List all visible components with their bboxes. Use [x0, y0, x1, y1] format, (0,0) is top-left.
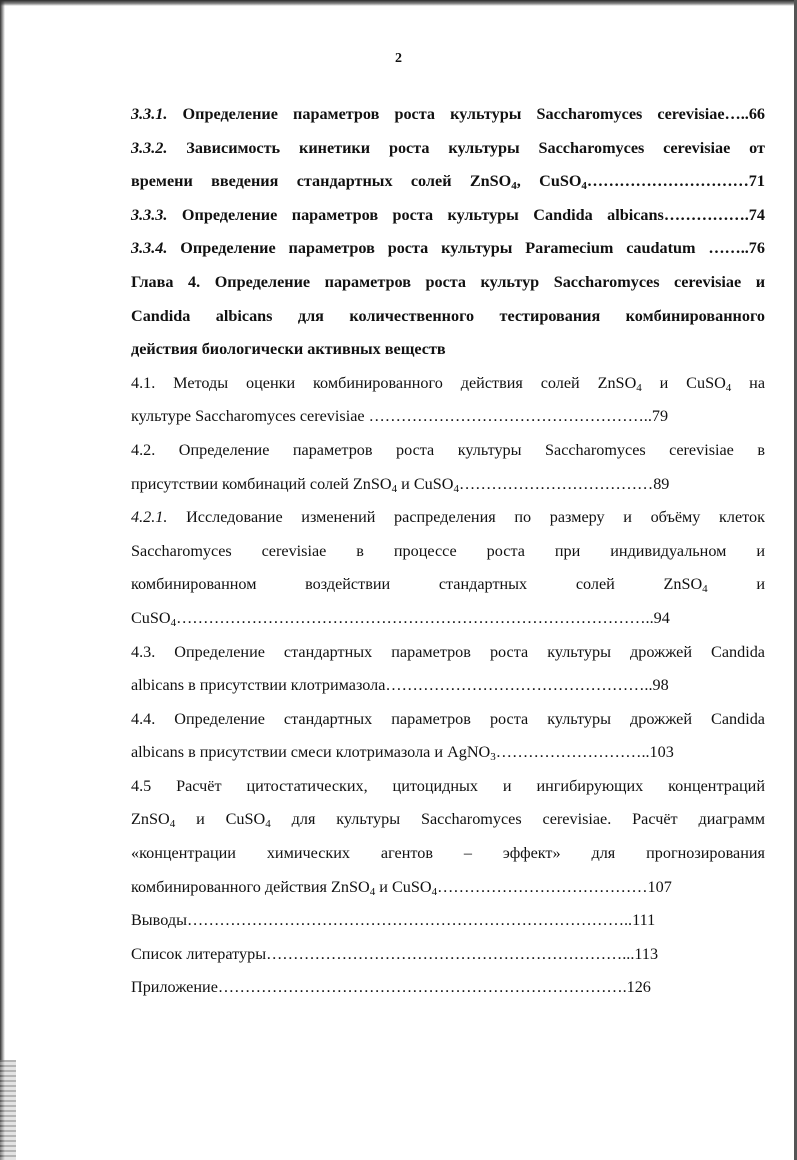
toc-entry-4-3[interactable]: 4.3. Определение стандартных параметров роста культуры дрожжей Candida	[131, 642, 765, 661]
scan-binding-marks	[0, 1060, 16, 1160]
toc-entry-4-4-cont: albicans в присутствии смеси клотримазола и AgNO$_3$………………………..103	[131, 743, 674, 764]
toc-entry-4-5-line-4: комбинированного действия ZnSO$_4$ и CuSO$_4$…………………………………107	[131, 877, 672, 898]
scan-border-left	[0, 0, 5, 1160]
toc-entry-4-1[interactable]: 4.1. Методы оценки комбинированного действия солей ZnSO$_4$ и CuSO$_4$ на	[131, 373, 766, 394]
toc-entry-4-2-1-line-2: Saccharomyces cerevisiae в процессе роста при индивидуальном и	[131, 541, 765, 560]
page-number: 2	[395, 51, 402, 66]
toc-entry-3-3-1[interactable]: 3.3.1. Определение параметров роста культуры Saccharomyces cerevisiae…..66	[131, 105, 766, 123]
toc-entry-4-3-cont: albicans в присутствии клотримазола…………………………………………..98	[131, 676, 669, 695]
toc-chapter-4[interactable]: Глава 4. Определение параметров роста культур Saccharomyces cerevisiae и	[131, 272, 766, 291]
toc-entry-3-3-2-cont[interactable]: времени введения стандартных солей ZnSO$_4$, CuSO$_4$…………………………71	[131, 172, 765, 193]
toc-entry-4-1-cont: культуре Saccharomyces cerevisiae ……………………………………………..79	[131, 407, 669, 426]
table-of-contents	[131, 98, 765, 1005]
toc-entry-4-5-line-2: ZnSO$_4$ и CuSO$_4$ для культуры Saccharomyces cerevisiae. Расчёт диаграмм	[131, 810, 766, 831]
toc-entry-4-2-1-line-3: комбинированном воздействии стандартных солей ZnSO$_4$ и	[131, 575, 765, 596]
toc-chapter-4-line-3: действия биологически активных веществ	[131, 340, 446, 359]
toc-entry-4-5-line-3: «концентрации химических агентов – эффект» для прогнозирования	[131, 844, 765, 863]
toc-entry-3-3-3[interactable]: 3.3.3. Определение параметров роста культуры Candida albicans…………….74	[131, 205, 765, 224]
toc-references[interactable]: Список литературы…………………………………………………………...113	[131, 944, 659, 963]
toc-entry-4-2-cont: присутствии комбинаций солей ZnSO$_4$ и CuSO$_4$………………………………89	[131, 474, 670, 495]
toc-entry-3-3-2[interactable]: 3.3.2. Зависимость кинетики роста культуры Saccharomyces cerevisiae от	[131, 138, 766, 157]
toc-entry-3-3-4[interactable]: 3.3.4. Определение параметров роста культуры Paramecium caudatum ……..76	[131, 239, 765, 258]
toc-chapter-4-line-2: Candida albicans для количественного тестирования комбинированного	[131, 306, 765, 325]
toc-appendix[interactable]: Приложение………………………………………………………………….126	[131, 978, 651, 997]
toc-entry-4-2[interactable]: 4.2. Определение параметров роста культуры Saccharomyces cerevisiae в	[131, 440, 765, 459]
toc-entry-4-5[interactable]: 4.5 Расчёт цитостатических, цитоцидных и ингибирующих концентраций	[131, 776, 765, 795]
scan-border-top	[0, 0, 797, 6]
toc-entry-4-4[interactable]: 4.4. Определение стандартных параметров роста культуры дрожжей Candida	[131, 709, 765, 728]
toc-entry-4-2-1[interactable]: 4.2.1. Исследование изменений распределения по размеру и объёму клеток	[131, 508, 765, 527]
toc-entry-4-2-1-line-4: CuSO$_4$……………………………………………………………………………..94	[131, 608, 670, 629]
toc-conclusions[interactable]: Выводы………………………………………………………………………..111	[131, 911, 656, 930]
